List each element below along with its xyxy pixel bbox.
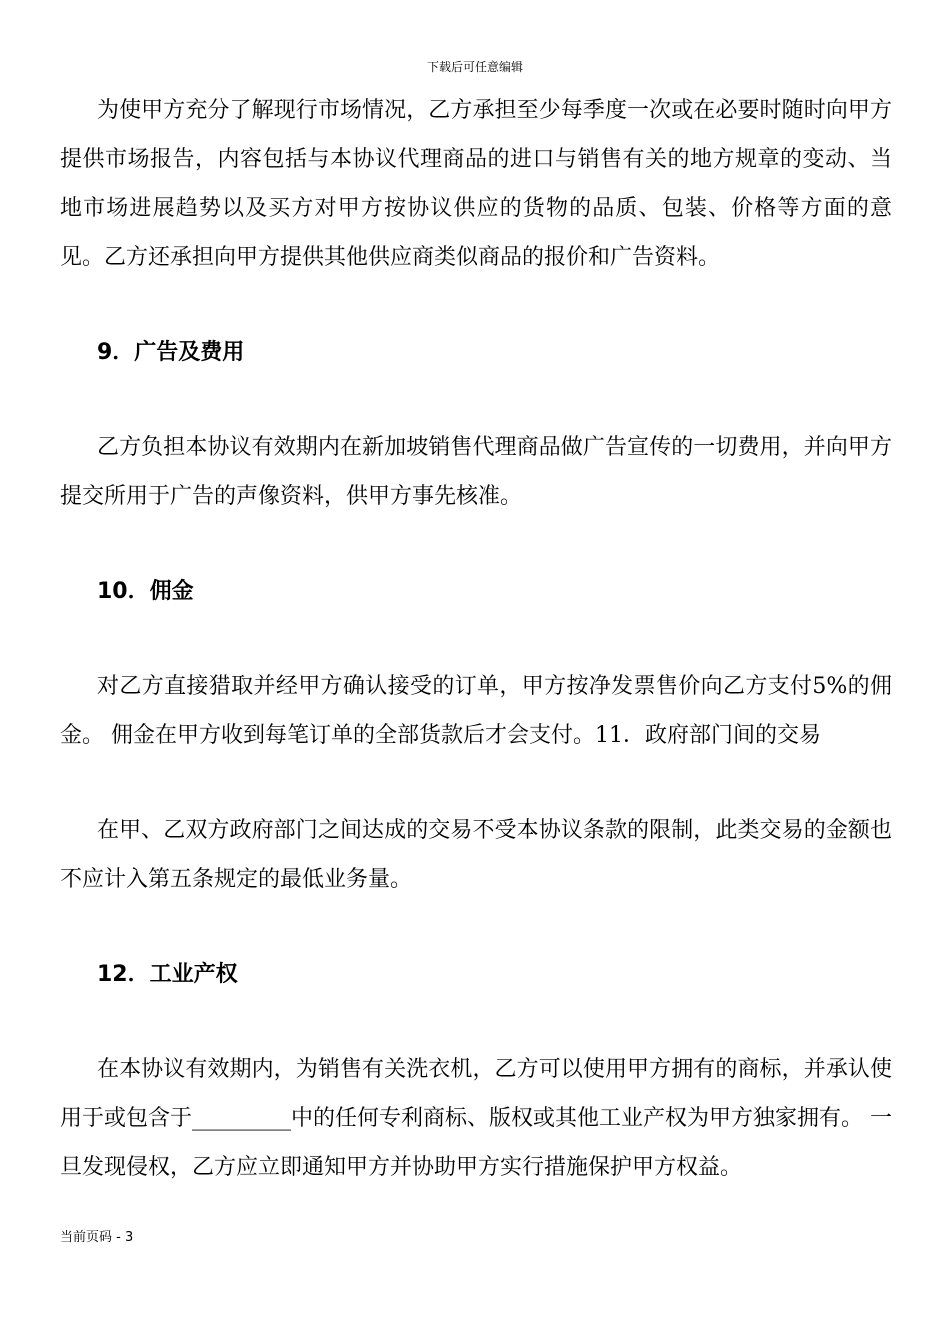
paragraph-commission: 对乙方直接猎取并经甲方确认接受的订单，甲方按净发票售价向乙方支付5%的佣金。 佣金在甲方收到每笔订单的全部货款后才会支付。11．政府部门间的交易 [60, 674, 892, 748]
paragraph-government-trade: 在甲、乙双方政府部门之间达成的交易不受本协议条款的限制，此类交易的金额也不应计入第五条规定的最低业务量。 [60, 818, 892, 892]
paragraph-market-report: 为使甲方充分了解现行市场情况，乙方承担至少每季度一次或在必要时随时向甲方提供市场报告，内容包括与本协议代理商品的进口与销售有关的地方规章的变动、当地市场进展趋势以及买方对甲方按协议供应的货物的品质、包装、价格等方面的意见。乙方还承担向甲方提供其他供应商类似商品的报价和广告资料。 [60, 98, 892, 270]
page-number: 当前页码 - 3 [60, 1230, 134, 1245]
section-heading-advertising: 9．广告及费用 [97, 340, 245, 365]
paragraph-industrial-property: 在本协议有效期内，为销售有关洗衣机，乙方可以使用甲方拥有的商标，并承认使用于或包含于_________中的任何专利商标、版权或其他工业产权为甲方独家拥有。 一旦发现侵权，乙方应立即通知甲方并协助甲方实行措施保护甲方权益。 [60, 1057, 892, 1180]
section-heading-industrial-property: 12．工业产权 [97, 962, 238, 987]
paragraph-advertising: 乙方负担本协议有效期内在新加坡销售代理商品做广告宣传的一切费用，并向甲方提交所用于广告的声像资料，供甲方事先核准。 [60, 435, 892, 509]
document-body [60, 86, 892, 1192]
page-header: 下载后可任意编辑 [426, 60, 523, 74]
section-heading-commission: 10．佣金 [97, 579, 194, 604]
